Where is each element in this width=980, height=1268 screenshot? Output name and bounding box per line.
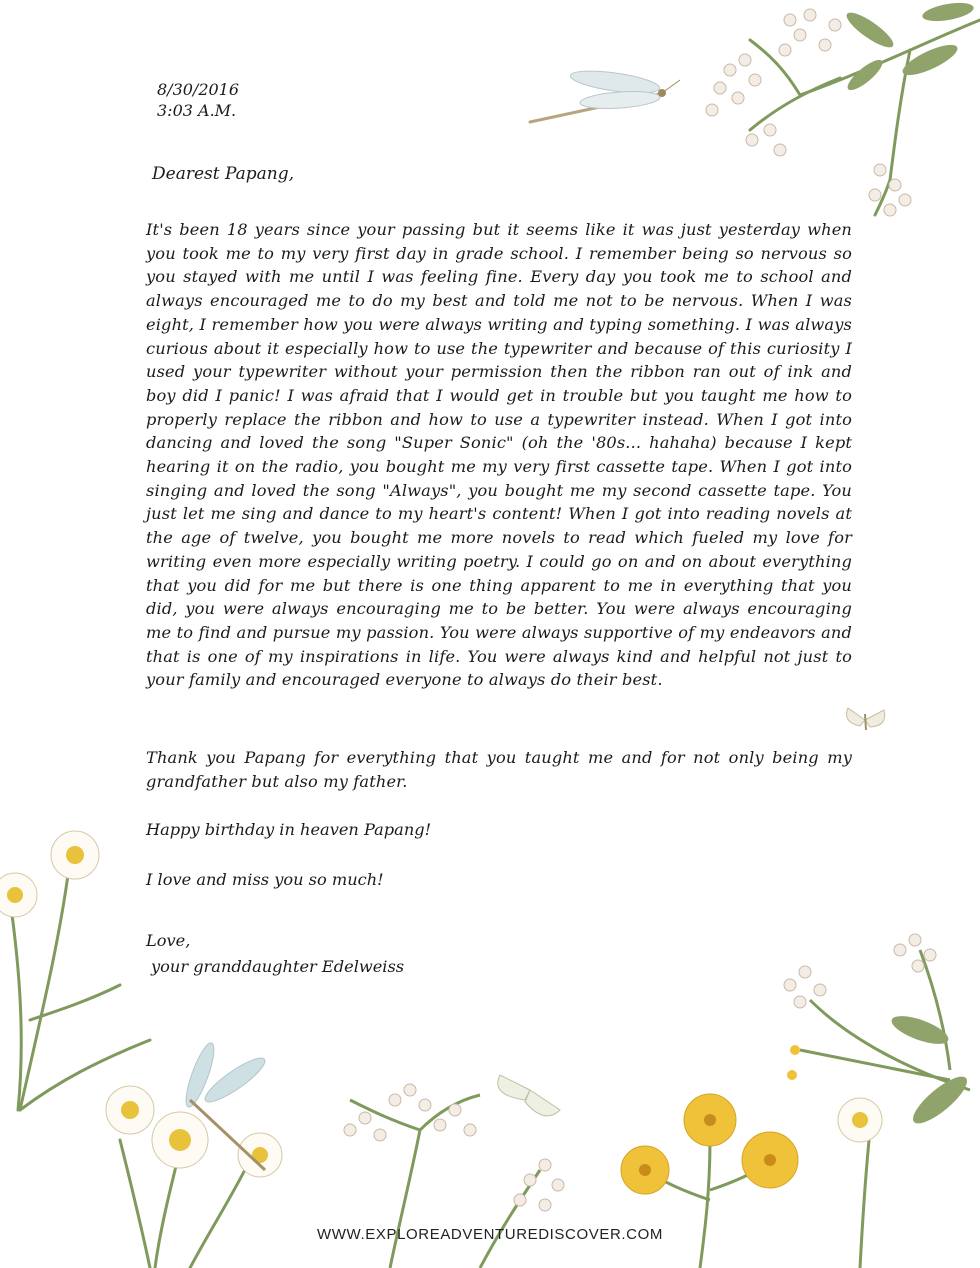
- letter-closing: Love,: [146, 931, 191, 950]
- letter-greeting: Dearest Papang,: [152, 164, 295, 184]
- letter-love-line: I love and miss you so much!: [146, 870, 384, 889]
- letter-birthday-line: Happy birthday in heaven Papang!: [146, 820, 432, 839]
- letter-signature: your granddaughter Edelweiss: [151, 957, 405, 976]
- letter-time: 3:03 A.M.: [157, 101, 237, 120]
- letter-datetime: [157, 79, 239, 121]
- letter-paragraph-1: It's been 18 years since your passing but it seems like it was just yesterday when you took me to my very first day in grade school. I remember being so nervous so you stayed with me until I was feeling fine. Every day you took me to school and always encouraged me to do my best and told me not to be nervous. When I was eight, I remember how you were always writing and typing something. I was always curious about it especially how to use the typewriter and because of this curiosity I used your typewriter without your permission then the ribbon ran out of ink and boy did I panic! I was afraid that I would get in trouble but you taught me how to properly replace the ribbon and how to use a typewriter instead. When I got into dancing and loved the song "Super Sonic" (oh the '80s... hahaha) because I kept hearing it on the radio, you bought me my very first cassette tape. When I got into singing and loved the song "Always", you bought me my second cassette tape. You just let me sing and dance to my heart's content! When I got into reading novels at the age of twelve, you bought me more novels to read which fueled my love for writing even more especially writing poetry. I could go on and on about everything that you did for me but there is one thing apparent to me in everything that you did, you were always encouraging me to be better. You were always encouraging me to find and pursue my passion. You were always supportive of my endeavors and that is one of my inspirations in life. You were always kind and helpful not just to your family and encouraged everyone to always do their best.: [146, 220, 852, 690]
- letter-date: 8/30/2016: [157, 80, 240, 99]
- moth-icon: [840, 700, 890, 740]
- dragonfly-icon: [520, 62, 690, 132]
- elderflower-branch-icon: [770, 930, 980, 1268]
- letter-paragraph-2: Thank you Papang for everything that you taught me and for not only being my grandfather but also my father.: [146, 748, 852, 791]
- elderflower-branch-icon: [690, 0, 980, 220]
- footer-website: WWW.EXPLOREADVENTUREDISCOVER.COM: [317, 1226, 663, 1243]
